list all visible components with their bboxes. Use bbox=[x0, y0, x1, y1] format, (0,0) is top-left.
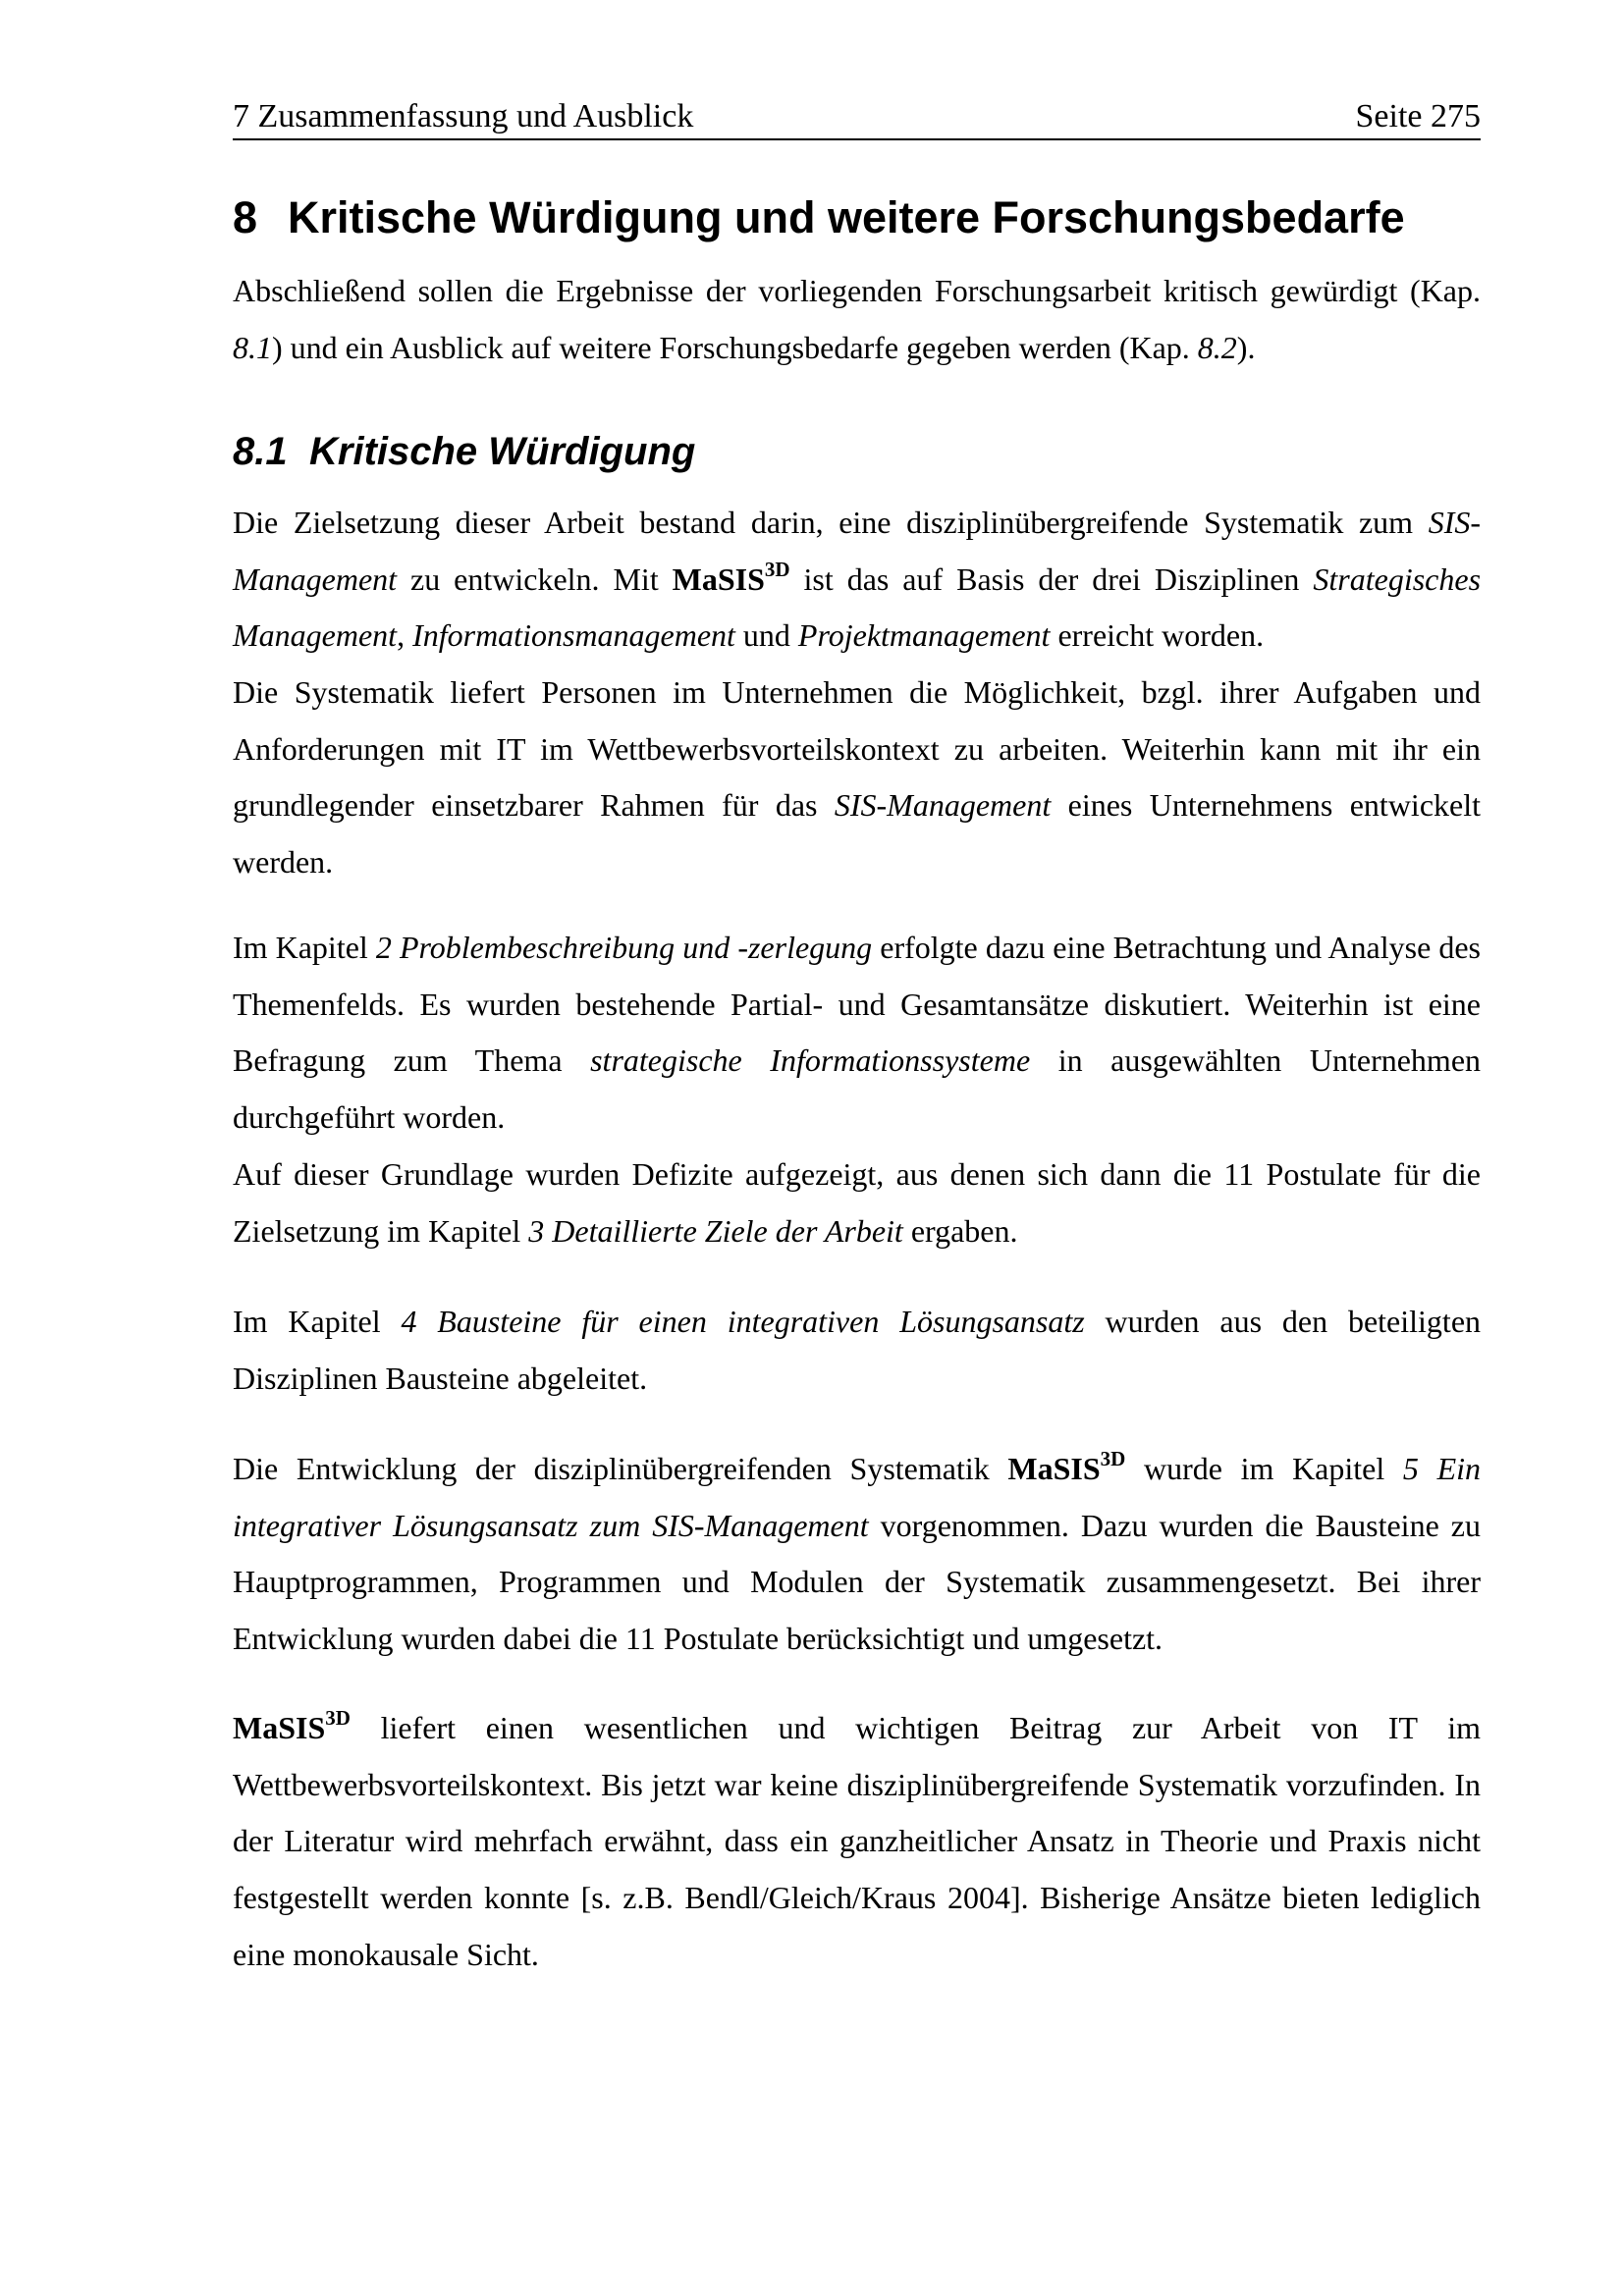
p1-text-3: ist das auf Basis der drei Disziplinen bbox=[789, 561, 1314, 597]
p1-text-2: zu entwickeln. Mit bbox=[397, 561, 673, 597]
p1-term-informationsmanagement: Informationsmanagement bbox=[412, 617, 735, 654]
paragraph-3 bbox=[233, 920, 1481, 1147]
paragraph-2 bbox=[233, 665, 1481, 891]
intro-paragraph bbox=[233, 263, 1481, 376]
intro-text-2: ) und ein Ausblick auf weitere Forschungsbedarfe gegeben werden (Kap. bbox=[272, 329, 1198, 365]
p4-text-2: ergaben. bbox=[902, 1212, 1018, 1249]
section-heading bbox=[233, 424, 1481, 479]
intro-text-1: Abschließend sollen die Ergebnisse der vorliegenden Forschungsarbeit kritisch gewürdigt (Kap. bbox=[233, 273, 1481, 308]
p1-text-5: und bbox=[734, 617, 798, 654]
brand-superscript: 3D bbox=[1100, 1447, 1126, 1470]
p2-text-2: eines Unternehmens entwickelt werden. bbox=[233, 787, 1481, 881]
p6-text-1: Die Entwicklung der disziplinübergreifenden Systematik bbox=[233, 1451, 1008, 1486]
p3-text-3: in ausgewählten Unternehmen durchgeführt worden. bbox=[233, 1042, 1482, 1136]
brand-masis bbox=[1007, 1447, 1126, 1486]
brand-superscript: 3D bbox=[325, 1706, 351, 1730]
running-header bbox=[233, 95, 1481, 140]
p5-text-2: wurden aus den beteiligten Disziplinen Bausteine abgeleitet. bbox=[233, 1304, 1482, 1396]
p6-chapter-reference: 5 Ein integrativer Lösungsansatz zum SIS-Management bbox=[233, 1451, 1482, 1543]
p6-text-2: wurde im Kapitel bbox=[1125, 1451, 1403, 1486]
p1-text-1: Die Zielsetzung dieser Arbeit bestand darin, eine disziplinübergreifende Systematik zum bbox=[233, 505, 1429, 540]
chapter-heading bbox=[233, 188, 1481, 247]
brand-name: MaSIS bbox=[672, 561, 765, 597]
p3-term-strategische-is: strategische Informationssysteme bbox=[590, 1042, 1031, 1079]
chapter-number: 8 bbox=[233, 192, 258, 242]
section-number: 8.1 bbox=[233, 430, 288, 473]
section-reference-8-2: 8.2 bbox=[1197, 329, 1237, 365]
chapter-title: Kritische Würdigung und weitere Forschungsbedarfe bbox=[288, 192, 1405, 242]
p2-term-sis-management: SIS-Management bbox=[834, 787, 1052, 824]
brand-name: MaSIS bbox=[1007, 1451, 1101, 1486]
header-page-number: Seite 275 bbox=[1355, 98, 1481, 134]
section-title: Kritische Würdigung bbox=[309, 430, 696, 473]
intro-text-3: ). bbox=[1236, 329, 1256, 365]
p2-text-1: Die Systematik liefert Personen im Unternehmen die Möglichkeit, bzgl. ihrer Aufgaben und Anforderungen mit IT im Wettbewerbsvorteilskontext zu arbeiten. Weiterhin kann mit ihr ein grundlegender einsetzbarer Rahmen für das bbox=[233, 674, 1481, 824]
p5-text-1: Im Kapitel bbox=[233, 1304, 402, 1339]
section-reference-8-1: 8.1 bbox=[233, 329, 272, 365]
paragraph-1 bbox=[233, 495, 1481, 665]
paragraph-6 bbox=[233, 1441, 1481, 1668]
p1-term-strategisches-management: Strategisches Management bbox=[233, 561, 1482, 654]
paragraph-7 bbox=[233, 1700, 1481, 1984]
brand-masis bbox=[233, 1706, 351, 1745]
p1-text-4: , bbox=[397, 617, 413, 654]
p1-term-projektmanagement: Projektmanagement bbox=[797, 617, 1051, 654]
p6-text-3: vorgenommen. Dazu wurden die Bausteine zu Hauptprogrammen, Programmen und Modulen der Systematik zusammengesetzt. Bei ihrer Entwicklung wurden dabei die 11 Postulate berücksichtigt und umgesetzt. bbox=[233, 1507, 1482, 1657]
p4-chapter-reference: 3 Detaillierte Ziele der Arbeit bbox=[528, 1212, 903, 1249]
p5-chapter-reference: 4 Bausteine für einen integrativen Lösungsansatz bbox=[401, 1304, 1085, 1339]
brand-name: MaSIS bbox=[233, 1710, 326, 1745]
paragraph-4 bbox=[233, 1147, 1481, 1259]
p4-text-1: Auf dieser Grundlage wurden Defizite aufgezeigt, aus denen sich dann die 11 Postulate für die Zielsetzung im Kapitel bbox=[233, 1156, 1481, 1249]
brand-masis bbox=[672, 557, 790, 597]
p1-term-sis-management: SIS-Management bbox=[233, 505, 1481, 597]
paragraph-5 bbox=[233, 1294, 1481, 1407]
p7-text-1: liefert einen wesentlichen und wichtigen Beitrag zur Arbeit von IT im Wettbewerbsvorteilskontext. Bis jetzt war keine disziplinübergreifende Systematik vorzufinden. In der Literatur wird mehrfach erwähnt, dass ein ganzheitlicher Ansatz in Theorie und Praxis nicht festgestellt werden konnte [s. z.B. Bendl/Gleich/Kraus 2004]. Bisherige Ansätze bieten lediglich eine monokausale Sicht. bbox=[233, 1710, 1481, 1972]
p1-text-6: erreicht worden. bbox=[1050, 617, 1265, 654]
brand-superscript: 3D bbox=[764, 557, 790, 581]
p3-text-2: erfolgte dazu eine Betrachtung und Analyse des Themenfelds. Es wurden bestehende Partial- und Gesamtansätze diskutiert. Weiterhin ist eine Befragung zum Thema bbox=[233, 930, 1482, 1079]
p3-chapter-reference: 2 Problembeschreibung und -zerlegung bbox=[375, 930, 873, 965]
header-chapter: 7 Zusammenfassung und Ausblick bbox=[233, 98, 694, 134]
p3-text-1: Im Kapitel bbox=[233, 930, 376, 965]
